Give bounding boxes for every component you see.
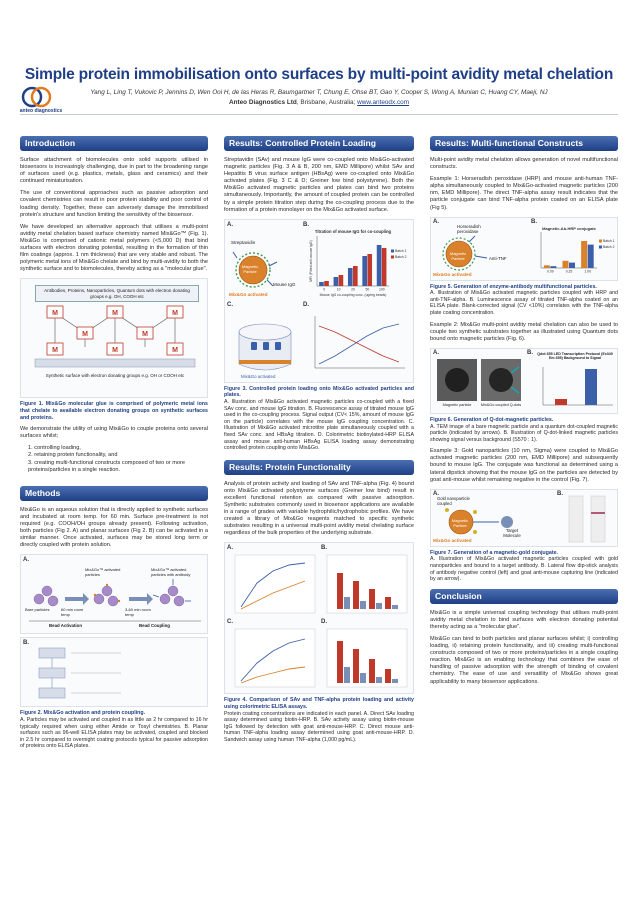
activated-label: Mix&Go activated bbox=[229, 291, 268, 297]
legend-entry: Batch 1 bbox=[603, 238, 615, 243]
figure-2b bbox=[20, 637, 208, 707]
magnetic-particle-label: Magnetic Particle bbox=[449, 250, 467, 261]
figure-7 bbox=[430, 489, 618, 547]
metal-label: M bbox=[172, 347, 178, 355]
bar bbox=[588, 244, 594, 267]
intro-paragraph: Surface attachment of biomolecules onto solid supports utilised in biosensors is increasingly challenging, due in part to the broadening range of surfaces used (e.g. plastics, metals, glass and ceramics) and their continued miniaturisation. bbox=[20, 157, 208, 185]
plate-diagram bbox=[233, 314, 297, 378]
panel-label: A. bbox=[23, 557, 29, 564]
x-tick-label: 10 bbox=[336, 287, 341, 292]
column-left bbox=[20, 136, 208, 755]
metal-label: M bbox=[52, 310, 58, 318]
bead-activation-label: Bead Activation bbox=[49, 623, 83, 629]
bar bbox=[569, 262, 575, 267]
figure-6-caption-body: A. TEM image of a bare magnetic particle and a quantum dot-coupled magnetic particle (indicated by arrows). B. Illustration of Q-dot-linked magnetic particles showing signal versus background (S570 : 1). bbox=[430, 423, 618, 443]
chart-hrp-conjugate bbox=[531, 226, 617, 278]
legend-swatch bbox=[599, 239, 602, 242]
affiliation bbox=[20, 99, 618, 107]
intro-paragraph: We demonstrate the utility of using Mix&Go to couple proteins onto several surfaces whilst; bbox=[20, 426, 208, 440]
bar bbox=[353, 266, 358, 286]
panel-label: D. bbox=[321, 619, 327, 626]
magnetic-particle-label: Magnetic Particle bbox=[241, 263, 259, 274]
poster-title: Simple protein immobilisation onto surfaces by multi-point avidity metal chelation bbox=[24, 66, 614, 83]
chart-qdot-signal bbox=[535, 365, 615, 411]
panel-label: C. bbox=[227, 619, 233, 626]
panel-label: A. bbox=[433, 218, 439, 225]
figure-2-caption bbox=[20, 710, 208, 750]
activated-particles-label: Mix&Go™ activated particles bbox=[85, 567, 121, 578]
hrp-particle-diagram bbox=[433, 232, 517, 272]
chart-title: Titration of mouse IgG for co-coupling bbox=[314, 228, 392, 234]
affiliation-org: Anteo Diagnostics Ltd bbox=[228, 99, 297, 106]
bar bbox=[550, 266, 556, 268]
bar bbox=[324, 281, 329, 286]
metal-label: M bbox=[52, 347, 58, 355]
figure-6-caption-title: Figure 6. Generation of Q-dot-magnetic particles. bbox=[430, 416, 554, 423]
panel-label: A. bbox=[433, 349, 439, 356]
bar bbox=[581, 241, 587, 268]
bar bbox=[544, 265, 550, 268]
synthetic-surface bbox=[35, 359, 195, 367]
chart-plate-coupling bbox=[305, 312, 411, 378]
panel-label: B. bbox=[303, 221, 309, 228]
chart-4b bbox=[325, 553, 409, 615]
figure-5-caption-title: Figure 5. Generation of enzyme-antibody multifunctional particles. bbox=[430, 283, 597, 290]
bar bbox=[334, 277, 339, 286]
panel-label: B. bbox=[557, 490, 563, 497]
magnetic-particle-label: Magnetic Particle bbox=[451, 517, 469, 528]
bar bbox=[339, 275, 344, 286]
figure-3-caption-title: Figure 3. Controlled protein loading onto Mix&Go activated particles and plates. bbox=[224, 385, 414, 399]
x-tick-label: 50 bbox=[365, 287, 370, 292]
fig1-diagram bbox=[25, 303, 205, 369]
panel-label: B. bbox=[531, 218, 537, 225]
bead-coupling-label: Bead Coupling bbox=[139, 623, 170, 629]
list-item: 2. retaining protein functionality, and bbox=[28, 452, 118, 459]
conclusion-heading: Conclusion bbox=[430, 589, 618, 604]
x-tick-label: 20 bbox=[351, 287, 355, 292]
column-right bbox=[430, 136, 618, 691]
coupled-particles-label: Mix&Go™ activated particles with antibody bbox=[151, 567, 191, 578]
results-functionality-heading: Results: Protein Functionality bbox=[224, 460, 414, 475]
figure-3-caption bbox=[224, 386, 414, 452]
panel-label: A. bbox=[433, 490, 439, 497]
figure-4-caption-title: Figure 4. Comparison of SAv and TNF-alpha protein loading and activity using colorimetric ELISA assays. bbox=[224, 697, 414, 711]
bar bbox=[382, 248, 387, 286]
figure-2-caption-title: Figure 2. Mix&Go activation and protein coupling. bbox=[20, 710, 146, 717]
panel-label: B. bbox=[321, 545, 327, 552]
figure-3 bbox=[224, 219, 414, 383]
results-paragraph: Example 1: Horseradish peroxidase (HRP) and mouse anti-human TNF-alpha simultaneously coupled to Mix&Go-activated magnetic particles (200 nm, EMD Millipore). The direct TNF-alpha assay result indicates that the particle conjugate can bind TNF-alpha protein coated on an ELISA plate (Fig 5). bbox=[430, 176, 618, 211]
results-constructs-heading: Results: Multi-functional Constructs bbox=[430, 136, 618, 151]
tem-magnetic-label: Magnetic particle bbox=[442, 402, 472, 407]
metal-label: M bbox=[112, 347, 118, 355]
figure-3-caption-body: A. Illustration of Mix&Go activated magnetic particles co-coupled with a fixed SAv conc. and mouse IgG titration. B. Fluorescence assay of titrated mouse IgG used in the co-coupling process. Signal output (CV< 15%, amount of mouse IgG on the particle) correlates with the mouse IgG coupling concentration. C. Illustration of Mix&Go activated microtitre plate simultaneously coupled with a fixed SAv conc. and HBsAg titration. D. Colorimetric biotinylated-HRP ELISA assay and mouse anti-human HBsAg ELISA loading assay demonstrating controlled protein coupling onto Mix&Go. bbox=[224, 398, 414, 452]
panel-label: A. bbox=[227, 545, 233, 552]
hrp-label: Horseradish peroxidase bbox=[457, 223, 481, 234]
figure-1-caption bbox=[20, 401, 208, 421]
figure-1-caption-title: Figure 1. Mix&Go molecular glue is comprised of polymeric metal ions that chelate to available electron donating groups on synthetic surfaces and proteins. bbox=[20, 401, 208, 421]
fig6-chart-title: Qdot 655 LED Transcription Protocol (Ex340 Em 655) Background to Signal bbox=[537, 351, 613, 360]
panel-label: D. bbox=[303, 301, 309, 308]
title-divider bbox=[20, 114, 618, 115]
intro-paragraph: We have developed an alternative approach that utilises a multi-point avidity metal chelation based surface chemistry named Mix&Go™ (Fig. 1). Mix&Go is comprised of cationic metal polymers (<5,000 D) that bind surfaces with electron donating potential, resulting in the formation of thin film coatings (approx. 1 nm thickness) that are very stable and robust. The polymeric metal ions of Mix&Go chelate and bind by multi-avidity to both the synthetic surface and to biomolecules, thereby acting as a "molecular glue". bbox=[20, 223, 208, 273]
svg-text:anteo diagnostics: anteo diagnostics bbox=[20, 108, 62, 114]
legend-swatch bbox=[391, 249, 394, 252]
methods-paragraph: Mix&Go is an aqueous solution that is directly applied to synthetic surfaces and incubated at room temp. for 60 min. Surface pre-treatment is not required (e.g. COOH/OH groups already present). Following activation, both particles (Fig 2. A) and planar surfaces (Fig 2. B) can be activated in a similar manner. Once activated, surfaces may be stored long term or directly coupled with protein solution. bbox=[20, 506, 208, 549]
x-tick-label: 100 bbox=[378, 287, 385, 292]
x-axis-label: Mouse IgG co-coupling conc. (ug/mg beads) bbox=[319, 292, 387, 297]
chart-4a bbox=[233, 553, 317, 615]
metal-label: M bbox=[112, 310, 118, 318]
chart-4d bbox=[325, 627, 409, 689]
panel-label: A. bbox=[227, 221, 233, 228]
bar bbox=[377, 245, 382, 286]
legend-swatch bbox=[599, 245, 602, 248]
bar bbox=[562, 260, 568, 267]
figure-7-caption-body: A. Illustration of Mix&Go activated magnetic particles coupled with gold nanoparticles and bound to a target antibody. B. Lateral flow dip-stick analysis of antibody negative control (left) and goat anti-mouse capturing line (indicated by an arrow). bbox=[430, 556, 618, 583]
fig1-protein-box: Antibodies, Proteins, Nanoparticles, Quantum dots with electron donating groups e.g. OH, COOH etc bbox=[35, 285, 199, 302]
figure-6-caption bbox=[430, 417, 618, 443]
bar bbox=[348, 268, 353, 286]
tem-qdot-label: Mix&Go coupled Q-dots bbox=[480, 402, 522, 407]
x-tick-label: 1.00 bbox=[584, 269, 591, 274]
anti-tnf-label: Anti-TNF bbox=[489, 255, 507, 261]
methods-heading: Methods bbox=[20, 486, 208, 501]
chart-title: Magnetic-Ab-HRP conjugate bbox=[542, 225, 596, 231]
legend-swatch bbox=[391, 255, 394, 258]
tem-images bbox=[435, 357, 525, 403]
intro-paragraph: The use of conventional approaches such as passive adsorption and covalent chemistries can result in poor protein stability and poor control of loading density. Together, these can adversely damage the immobilised protein's structure and function limiting the sensitivity of the biosensor. bbox=[20, 190, 208, 218]
conclusion-paragraph: Mix&Go can bind to both particles and planar surfaces whilst; i) controlling loading, ii) retaining protein functionality, and iii) creating multi-functional constructs composed of two or more proteins/particles in a single coupling reaction. Mix&Go is an enabling technology that combines the ease of handling of passive adsorption with the strength of binding of covalent chemistry. The ease of use and versatility of Mix&Go shows great applicability to many biosensor applications. bbox=[430, 636, 618, 685]
figure-6 bbox=[430, 348, 618, 414]
metal-label: M bbox=[142, 331, 148, 339]
streptavidin-label: Streptavidin bbox=[231, 239, 256, 245]
intro-heading: Introduction bbox=[20, 136, 208, 151]
activation-time-label: 60 min room temp bbox=[61, 607, 84, 618]
bar bbox=[319, 282, 324, 286]
figure-4-caption bbox=[224, 697, 414, 743]
x-tick-label: 0.25 bbox=[565, 269, 573, 274]
target-label: Target Molecule bbox=[503, 527, 521, 538]
legend-entry: Batch 2 bbox=[395, 254, 407, 259]
panel-label: C. bbox=[227, 301, 233, 308]
chart-4c bbox=[233, 627, 317, 689]
figure-4-caption-body: Protein coating concentrations are indicated in each panel. A. Direct SAv loading assay determined using biotin-HRP. B. SAv activity assay using biotin-mouse IgG followed by detection with goat anti-mouse-HRP. C. Direct mouse anti-human TNF-alpha loading assay determined using goat anti-mouse-HRP. D. Sandwich assay using human TNF-alpha (1,000 pg/mL). bbox=[224, 710, 414, 743]
results-paragraph: Analysis of protein activity and loading of SAv and TNF-alpha (Fig. 4) bound onto Mix&Go activated polystyrene surfaces (Greiner low bind) result in excellent functional retention as compared with passive adsorption. Synthetic substrates commonly used in biosensor applications are available in a range of grades with variable hydrophilic/hydrophobic profiles. We have created a library of Mix&Go reagents matched to specific synthetic substrates resulting in a universal multi-point avidity metal chelating surface regardless of the bulk properties of the underlying substrate. bbox=[224, 480, 414, 537]
list-item: 3. creating multi-functional constructs composed of two or more proteins/particles in a single reaction. bbox=[28, 459, 186, 473]
fig1-surface-label: Synthetic surface with electron donating groups e.g. OH or COOH etc bbox=[45, 373, 185, 379]
results-paragraph: Example 3: Gold nanoparticles (10 nm, Sigma) were coupled to Mix&Go activated magnetic particles (200 nm, EMD Millipore) and subsequently bound to mouse IgG. The conjugate was functional as determined using a lateral dipstick showing that the mouse IgG on the particles are detected by goat anti-mouse whilst remaining negative in the control (Fig. 7). bbox=[430, 448, 618, 483]
legend-entry: Batch 1 bbox=[395, 248, 407, 253]
list-item: 1. controlling loading, bbox=[28, 445, 81, 452]
plate-activated-label: Mix&Go activated bbox=[241, 373, 276, 379]
results-paragraph: Multi-point avidity metal chelation allows generation of novel multifunctional constructs. bbox=[430, 157, 618, 171]
activated-label: Mix&Go activated bbox=[433, 537, 472, 543]
bar bbox=[367, 254, 372, 286]
bar bbox=[362, 256, 367, 286]
conclusion-paragraph: Mix&Go is a simple universal coupling technology that utilises multi-point avidity metal chelation to bind surfaces with electron donating potential thereby acting as a "molecular glue". bbox=[430, 609, 618, 630]
affiliation-location: , Brisbane, Australia; bbox=[296, 99, 358, 106]
y-axis-label: MFI (Fitted anti-mouse IgG) bbox=[309, 239, 313, 282]
figure-1 bbox=[20, 278, 208, 398]
coupling-time-label: 3-60 min room temp bbox=[125, 607, 151, 618]
x-tick-label: 0 bbox=[323, 287, 326, 292]
author-list: Yang L, Ling T, Vukovic P, Jennins D, Wen Ooi H, de las Heras R, Baumgartner T, Chung E, Ohse BT, Gao Y, Cooper S, Wong A, Munian C, Huang CY, Maeji, NJ bbox=[90, 89, 548, 96]
figure-5-caption bbox=[430, 284, 618, 317]
website-link[interactable]: www.anteodx.com bbox=[357, 99, 410, 106]
results-loading-heading: Results: Controlled Protein Loading bbox=[224, 136, 414, 151]
bare-particles-label: Bare particles bbox=[25, 607, 50, 613]
figure-7-caption bbox=[430, 550, 618, 583]
column-middle bbox=[224, 136, 414, 749]
activated-label: Mix&Go activated bbox=[433, 271, 472, 277]
x-tick-label: 0.09 bbox=[547, 269, 554, 274]
metal-label: M bbox=[82, 331, 88, 339]
chart-mouse-igg-titration bbox=[305, 228, 411, 302]
panel-label: B. bbox=[527, 349, 533, 356]
plate-workflow-diagram bbox=[31, 644, 201, 704]
legend-entry: Batch 2 bbox=[603, 244, 615, 249]
gold-label: Gold nanoparticle coupled bbox=[437, 495, 470, 506]
dipstick-image bbox=[563, 494, 613, 544]
figure-2-caption-body: A. Particles may be activated and coupled in as little as 2 hr compared to 16 hr typically required when using either Amide or Tosyl chemistries. B. Planar surfaces such as 96-well ELISA plates may be activated, coupled and blocked in 2.5 hr compared to overnight coating protocols typical for passive adsorption of proteins onto ELISA plates. bbox=[20, 716, 208, 750]
results-paragraph: Streptavidin (SAv) and mouse IgG were co-coupled onto Mix&Go-activated magnetic particles (Fig. 3 A & B, 200 nm, EMD Millipore) whilst SAv and Hepatitis B virus surface antigen (HBsAg) were co-coupled onto Mix&Go activated plates (Fig. 3 C & D; Greiner low bind polystyrene). Both the Mix&Go activated magnetic particles and plates can bind two proteins simultaneously. Importantly, the amount of coupled protein can be controlled by a simple protein titration step during the co-coupling process due to the formation of a protein monolayer on the Mix&Go activated surface. bbox=[224, 157, 414, 213]
results-paragraph: Example 2: Mix&Go multi-point avidity metal chelation can also be used to couple two synthetic substrates together as illustrated using Quantum dots bound onto magnetic particles (Fig. 6). bbox=[430, 321, 618, 342]
figure-7-caption-title: Figure 7. Generation of a magnetic-gold conjugate. bbox=[430, 549, 559, 556]
figure-4 bbox=[224, 542, 414, 694]
metal-label: M bbox=[172, 310, 178, 318]
figure-5 bbox=[430, 217, 618, 281]
mouse-igg-label: Mouse IgG bbox=[273, 281, 296, 287]
figure-2a bbox=[20, 554, 208, 634]
panel-label: B. bbox=[23, 640, 29, 647]
figure-5-caption-body: A. Illustration of Mix&Go activated magnetic particles coupled with HRP and anti-TNF-alpha. B. Luminescence assay of titrated TNF-alpha coated on an ELISA plate. Blank-corrected signal (CV <10%) correlates with the TNF-alpha plate coating concentration. bbox=[430, 290, 618, 317]
